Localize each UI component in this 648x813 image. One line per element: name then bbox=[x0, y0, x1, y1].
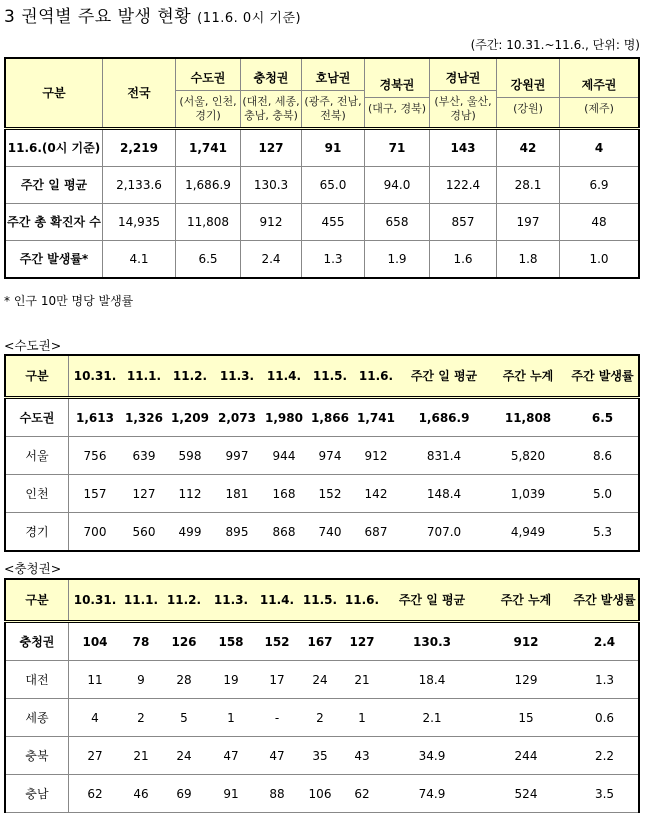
cell: 1,613 bbox=[69, 398, 122, 437]
header-cell: 주간 누계 bbox=[489, 355, 567, 398]
cell: 46 bbox=[121, 775, 161, 813]
cell: 1,686.9 bbox=[399, 398, 489, 437]
cell: 4,949 bbox=[510, 524, 546, 539]
region-name: 제주권 bbox=[560, 74, 638, 98]
header-cell: 11.5. bbox=[299, 579, 341, 622]
cell: 1,980 bbox=[261, 398, 307, 437]
table-row bbox=[5, 775, 639, 813]
cell: 1.0 bbox=[560, 241, 640, 279]
cell: 17 bbox=[255, 661, 299, 699]
cell: 756 bbox=[69, 437, 122, 475]
row-label: 11.6.(0시 기준) bbox=[5, 129, 103, 167]
cell: 4 bbox=[560, 129, 640, 167]
cell: 충남 bbox=[5, 775, 69, 813]
footnote: * 인구 10만 명당 발생률 bbox=[4, 294, 134, 308]
cell: 2 bbox=[121, 699, 161, 737]
cell: 152 bbox=[307, 475, 353, 513]
region-name: 경북권 bbox=[365, 74, 429, 98]
cell: 2.4 bbox=[571, 622, 639, 661]
table-header-row bbox=[5, 58, 639, 129]
cell: 91 bbox=[207, 775, 255, 813]
table-header-row bbox=[5, 355, 639, 398]
cell: 831.4 bbox=[399, 437, 489, 475]
table-header-row bbox=[5, 579, 639, 622]
region-name: 호남권 bbox=[302, 67, 364, 91]
header-cell: 11.6. bbox=[341, 579, 383, 622]
cell: 106 bbox=[299, 775, 341, 813]
cell: 1 bbox=[207, 699, 255, 737]
region-detail: (제주) bbox=[584, 101, 614, 115]
cell: 1,866 bbox=[307, 398, 353, 437]
cell: 2,073 bbox=[213, 398, 261, 437]
cell: 1,209 bbox=[167, 398, 213, 437]
cell: 47 bbox=[207, 737, 255, 775]
header-region bbox=[365, 58, 430, 129]
header-cell: 11.1. bbox=[121, 579, 161, 622]
cell: 700 bbox=[83, 524, 107, 539]
table-row bbox=[5, 129, 639, 167]
cell: 2,133.6 bbox=[103, 167, 176, 204]
cell: 5.0 bbox=[567, 475, 639, 513]
cell: 15 bbox=[481, 699, 571, 737]
cell: 71 bbox=[365, 129, 430, 167]
cell: 1.3 bbox=[571, 661, 639, 699]
region-detail: (서울, 인천, 경기) bbox=[179, 94, 237, 122]
header-region bbox=[241, 58, 302, 129]
cell: 598 bbox=[167, 437, 213, 475]
header-region bbox=[302, 58, 365, 129]
cell: 세종 bbox=[5, 699, 69, 737]
cell: 1.3 bbox=[302, 241, 365, 279]
cell: 168 bbox=[261, 475, 307, 513]
unit-note: (주간: 10.31.~11.6., 단위: 명) bbox=[470, 38, 640, 52]
table-row bbox=[5, 513, 639, 552]
cell: 944 bbox=[261, 437, 307, 475]
header-cell: 11.2. bbox=[167, 355, 213, 398]
header-cell: 11.4. bbox=[255, 579, 299, 622]
table-row bbox=[5, 737, 639, 775]
header-cell: 주간 발생률 bbox=[567, 355, 639, 398]
header-cell: 구분 bbox=[5, 355, 69, 398]
cell: 1,039 bbox=[489, 475, 567, 513]
cell: 74.9 bbox=[383, 775, 481, 813]
cell: 2.2 bbox=[571, 737, 639, 775]
cell: 974 bbox=[307, 437, 353, 475]
cell: 658 bbox=[365, 204, 430, 241]
table-row bbox=[5, 167, 639, 204]
header-cell: 주간 일 평균 bbox=[399, 355, 489, 398]
chungcheong-region-table bbox=[4, 578, 640, 813]
cell: 857 bbox=[430, 204, 497, 241]
header-region bbox=[560, 58, 640, 129]
cell: 142 bbox=[353, 475, 399, 513]
cell: 707.0 bbox=[426, 524, 462, 539]
region-detail: (부산, 울산, 경남) bbox=[434, 94, 492, 122]
cell: 1.8 bbox=[497, 241, 560, 279]
cell: 1 bbox=[341, 699, 383, 737]
region-name: 수도권 bbox=[176, 67, 240, 91]
table-row bbox=[5, 398, 639, 437]
regional-summary-table bbox=[4, 57, 640, 279]
cell: 1.6 bbox=[430, 241, 497, 279]
header-corner: 구분 bbox=[5, 58, 103, 129]
cell: 143 bbox=[430, 129, 497, 167]
cell: 42 bbox=[497, 129, 560, 167]
region-detail: (광주, 전남, 전북) bbox=[304, 94, 362, 122]
section-title bbox=[4, 2, 301, 27]
cell: 499 bbox=[178, 524, 202, 539]
cell: 19 bbox=[207, 661, 255, 699]
cell: 127 bbox=[241, 129, 302, 167]
subsection-label-capital: <수도권> bbox=[4, 338, 62, 353]
region-name: 강원권 bbox=[497, 74, 559, 98]
header-national: 전국 bbox=[103, 58, 176, 129]
capital-region-table bbox=[4, 354, 640, 552]
cell: 1,741 bbox=[353, 398, 399, 437]
cell: 0.6 bbox=[571, 699, 639, 737]
cell: 687 bbox=[364, 524, 388, 539]
header-cell: 11.3. bbox=[213, 355, 261, 398]
cell: 129 bbox=[481, 661, 571, 699]
cell: 48 bbox=[560, 204, 640, 241]
cell: 충북 bbox=[5, 737, 69, 775]
header-region bbox=[176, 58, 241, 129]
cell: 62 bbox=[69, 775, 122, 813]
header-cell: 구분 bbox=[5, 579, 69, 622]
region-detail: (강원) bbox=[513, 101, 543, 115]
cell: 2.1 bbox=[383, 699, 481, 737]
row-label: 주간 일 평균 bbox=[5, 167, 103, 204]
header-cell: 주간 누계 bbox=[481, 579, 571, 622]
cell: 997 bbox=[213, 437, 261, 475]
cell: 서울 bbox=[5, 437, 69, 475]
cell: 130.3 bbox=[383, 622, 481, 661]
cell: 2 bbox=[299, 699, 341, 737]
cell: 740 bbox=[318, 524, 342, 539]
cell: 130.3 bbox=[241, 167, 302, 204]
cell: 9 bbox=[121, 661, 161, 699]
cell: 1,326 bbox=[121, 398, 167, 437]
region-name: 경남권 bbox=[430, 67, 496, 91]
cell: 62 bbox=[341, 775, 383, 813]
table-row bbox=[5, 699, 639, 737]
header-cell: 주간 발생률 bbox=[571, 579, 639, 622]
cell: 912 bbox=[481, 622, 571, 661]
cell: 21 bbox=[341, 661, 383, 699]
cell: 1,741 bbox=[176, 129, 241, 167]
cell: 5 bbox=[161, 699, 207, 737]
cell: 4.1 bbox=[103, 241, 176, 279]
row-label: 주간 총 확진자 수 bbox=[5, 204, 103, 241]
cell: 35 bbox=[299, 737, 341, 775]
header-region bbox=[430, 58, 497, 129]
cell: 충청권 bbox=[5, 622, 69, 661]
region-detail: (대전, 세종, 충남, 충북) bbox=[242, 94, 300, 122]
cell: 6.5 bbox=[176, 241, 241, 279]
section-title-text: 3 권역별 주요 발생 현황 bbox=[4, 7, 192, 27]
cell: 24 bbox=[161, 737, 207, 775]
cell: 88 bbox=[255, 775, 299, 813]
cell: 11,808 bbox=[489, 398, 567, 437]
cell: 152 bbox=[255, 622, 299, 661]
cell: 수도권 bbox=[5, 398, 69, 437]
subsection-label-chungcheong: <충청권> bbox=[4, 561, 62, 576]
cell: 244 bbox=[481, 737, 571, 775]
cell: 78 bbox=[121, 622, 161, 661]
cell: 27 bbox=[69, 737, 122, 775]
header-cell: 주간 일 평균 bbox=[383, 579, 481, 622]
header-cell: 11.5. bbox=[307, 355, 353, 398]
row-label: 주간 발생률* bbox=[19, 252, 89, 266]
cell: 경기 bbox=[5, 513, 69, 552]
header-cell: 11.2. bbox=[161, 579, 207, 622]
cell: 11 bbox=[69, 661, 122, 699]
cell: 91 bbox=[302, 129, 365, 167]
cell: 2,219 bbox=[103, 129, 176, 167]
cell: 65.0 bbox=[302, 167, 365, 204]
cell: 대전 bbox=[5, 661, 69, 699]
cell: 1,686.9 bbox=[176, 167, 241, 204]
header-cell: 11.6. bbox=[353, 355, 399, 398]
header-cell: 10.31. bbox=[69, 355, 122, 398]
cell: 895 bbox=[225, 524, 249, 539]
cell: 455 bbox=[302, 204, 365, 241]
region-detail: (대구, 경북) bbox=[367, 101, 427, 115]
cell: 524 bbox=[481, 775, 571, 813]
cell: 868 bbox=[272, 524, 296, 539]
cell: 11,808 bbox=[176, 204, 241, 241]
header-cell: 11.4. bbox=[261, 355, 307, 398]
cell: 639 bbox=[121, 437, 167, 475]
cell: 912 bbox=[353, 437, 399, 475]
region-name: 충청권 bbox=[241, 67, 301, 91]
cell: 8.6 bbox=[567, 437, 639, 475]
cell: 112 bbox=[167, 475, 213, 513]
cell: 104 bbox=[69, 622, 122, 661]
cell: 6.9 bbox=[560, 167, 640, 204]
cell: 912 bbox=[241, 204, 302, 241]
cell: 3.5 bbox=[571, 775, 639, 813]
cell: 157 bbox=[69, 475, 122, 513]
table-row bbox=[5, 475, 639, 513]
cell: 197 bbox=[497, 204, 560, 241]
header-cell: 11.3. bbox=[207, 579, 255, 622]
cell: 122.4 bbox=[430, 167, 497, 204]
cell: 28 bbox=[161, 661, 207, 699]
table-row bbox=[5, 437, 639, 475]
cell: 34.9 bbox=[383, 737, 481, 775]
cell: 127 bbox=[341, 622, 383, 661]
cell: 인천 bbox=[5, 475, 69, 513]
cell: - bbox=[255, 699, 299, 737]
cell: 5,820 bbox=[489, 437, 567, 475]
cell: 158 bbox=[207, 622, 255, 661]
table-row bbox=[5, 622, 639, 661]
cell: 94.0 bbox=[365, 167, 430, 204]
section-title-sub: (11.6. 0시 기준) bbox=[197, 11, 302, 26]
cell: 181 bbox=[213, 475, 261, 513]
cell: 126 bbox=[161, 622, 207, 661]
cell: 18.4 bbox=[383, 661, 481, 699]
cell: 1.9 bbox=[365, 241, 430, 279]
cell: 2.4 bbox=[241, 241, 302, 279]
cell: 127 bbox=[121, 475, 167, 513]
table-row bbox=[5, 661, 639, 699]
table-row bbox=[5, 241, 639, 279]
cell: 47 bbox=[255, 737, 299, 775]
cell: 148.4 bbox=[399, 475, 489, 513]
cell: 21 bbox=[121, 737, 161, 775]
cell: 4 bbox=[69, 699, 122, 737]
cell: 43 bbox=[341, 737, 383, 775]
header-region bbox=[497, 58, 560, 129]
cell: 167 bbox=[299, 622, 341, 661]
header-cell: 11.1. bbox=[121, 355, 167, 398]
header-cell: 10.31. bbox=[69, 579, 122, 622]
cell: 14,935 bbox=[103, 204, 176, 241]
cell: 6.5 bbox=[567, 398, 639, 437]
cell: 5.3 bbox=[592, 524, 613, 539]
cell: 69 bbox=[161, 775, 207, 813]
cell: 24 bbox=[299, 661, 341, 699]
cell: 560 bbox=[132, 524, 156, 539]
table-row bbox=[5, 204, 639, 241]
cell: 28.1 bbox=[497, 167, 560, 204]
